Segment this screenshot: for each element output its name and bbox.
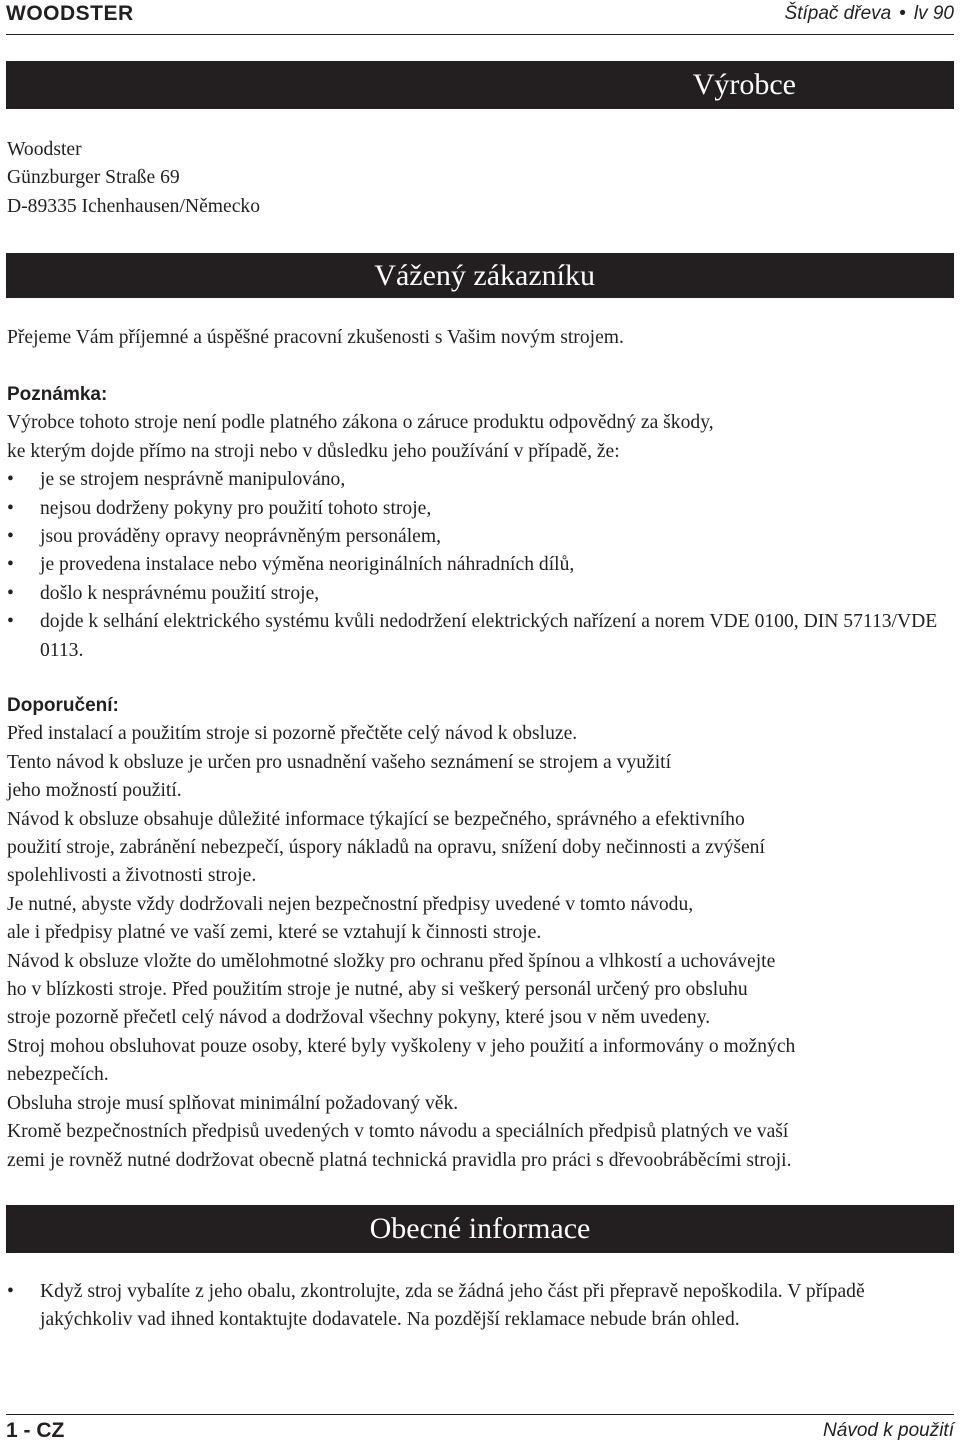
general-block	[7, 1278, 944, 1335]
recommendation-line: Obsluha stroje musí splňovat minimální požadovaný věk.	[7, 1092, 459, 1114]
recommendation-line: Tento návod k obsluze je určen pro usnadnění vašeho seznámení se strojem a využití	[7, 751, 672, 773]
recommendation-line: Návod k obsluze vložte do umělohmotné složky pro ochranu před špínou a vlhkostí a uchovávejte	[7, 950, 776, 972]
manufacturer-address	[7, 136, 954, 221]
note-label: Poznámka:	[7, 384, 108, 405]
document-title	[785, 3, 954, 25]
recommendation-line: jeho možností použití.	[7, 780, 182, 802]
product-name: Štípač dřeva	[784, 3, 892, 24]
section-heading-manufacturer	[6, 61, 954, 109]
greeting	[7, 324, 954, 352]
customer-heading: Vážený zákazníku	[374, 258, 595, 292]
recommendation-line: Návod k obsluze obsahuje důležité informace týkající se bezpečného, správného a efektivního	[7, 808, 745, 830]
note-block	[7, 381, 954, 665]
recommendation-line: ho v blízkosti stroje. Před použitím stroje je nutné, aby si veškerý personál určený pro obsluhu	[7, 979, 748, 1001]
page-footer	[6, 1414, 954, 1445]
manufacturer-heading: Výrobce	[692, 68, 796, 101]
recommendation-line: ale i předpisy platné ve vaší zemi, které se vztahují k činnosti stroje.	[7, 922, 542, 944]
section-heading-general	[6, 1205, 954, 1253]
note-list	[7, 466, 954, 665]
general-heading: Obecné informace	[369, 1212, 591, 1245]
section-heading-customer	[6, 253, 954, 298]
list-item: • nejsou dodrženy pokyny pro použití tohoto stroje,	[7, 495, 954, 523]
list-item: • je se strojem nesprávně manipulováno,	[7, 466, 954, 494]
recommendation-line: Před instalací a použitím stroje si pozorně přečtěte celý návod k obsluze.	[7, 723, 578, 745]
recommendation-line: Kromě bezpečnostních předpisů uvedených v tomto návodu a speciálních předpisů platných ve vaší	[7, 1121, 789, 1143]
recommendation-block	[7, 692, 954, 1175]
list-item: • Když stroj vybalíte z jeho obalu, zkontrolujte, zda se žádná jeho část při přepravě nepoškodila. V případě jakýchkoliv vad ihned kontaktujte dodavatele. Na pozdější reklamace nebude brán ohled.	[7, 1278, 944, 1335]
model-name: lv 90	[913, 3, 954, 24]
address-line: Woodster	[7, 139, 82, 160]
recommendation-line: stroje pozorně přečetl celý návod a dodržoval všechny pokyny, které jsou v něm uvedeny.	[7, 1007, 711, 1029]
note-intro-line: Výrobce tohoto stroje není podle platného zákona o záruce produktu odpovědný za škody,	[7, 412, 714, 434]
note-intro-line: ke kterým dojde přímo na stroji nebo v důsledku jeho používání v případě, že:	[7, 440, 620, 462]
recommendation-line: spolehlivosti a životnosti stroje.	[7, 865, 257, 887]
list-item: • dojde k selhání elektrického systému kvůli nedodržení elektrických nařízení a norem VDE 0100, DIN 57113/VDE 0113.	[7, 608, 954, 665]
brand-name: WOODSTER	[6, 2, 134, 25]
list-item: • jsou prováděny opravy neoprávněným personálem,	[7, 523, 954, 551]
list-item: • je provedena instalace nebo výměna neoriginálních náhradních dílů,	[7, 551, 954, 579]
separator-dot: •	[899, 3, 906, 24]
recommendation-line: použití stroje, zabránění nebezpečí, úspory nákladů na opravu, snížení doby nečinnosti a zvýšení	[7, 837, 765, 859]
greeting-text: Přejeme Vám příjemné a úspěšné pracovní zkušenosti s Vašim novým strojem.	[7, 327, 624, 348]
recommendation-line: zemi je rovněž nutné dodržovat obecně platná technická pravidla pro práci s dřevoobráběcími stroji.	[7, 1149, 792, 1171]
recommendation-line: Je nutné, abyste vždy dodržovali nejen bezpečnostní předpisy uvedené v tomto návodu,	[7, 893, 694, 915]
recommendation-line: nebezpečích.	[7, 1064, 109, 1086]
page-header	[6, 0, 954, 35]
recommendation-label: Doporučení:	[7, 695, 119, 716]
general-list	[7, 1278, 944, 1335]
address-line: Günzburger Straße 69	[7, 167, 180, 189]
recommendation-line: Stroj mohou obsluhovat pouze osoby, které byly vyškoleny v jeho použití a informovány o možných	[7, 1035, 796, 1057]
list-item: • došlo k nesprávnému použití stroje,	[7, 580, 954, 608]
footer-title: Návod k použití	[823, 1420, 954, 1441]
address-line: D-89335 Ichenhausen/Německo	[7, 195, 260, 217]
page-number: 1 - CZ	[6, 1419, 65, 1442]
